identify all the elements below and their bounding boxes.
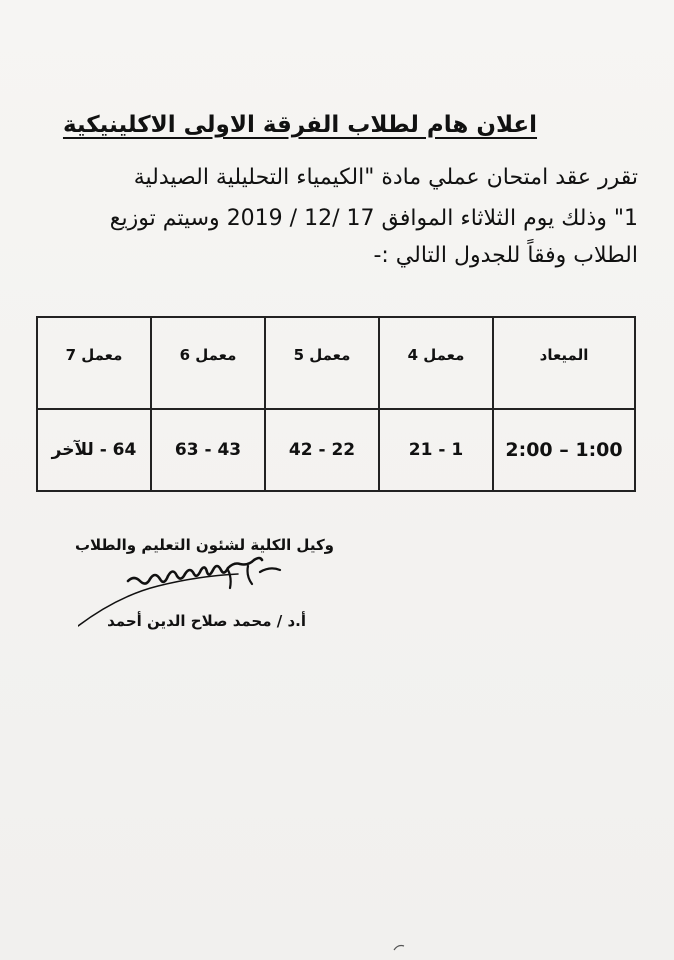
header-cell-time: الميعاد	[493, 317, 635, 409]
paragraph-line-1: تقرر عقد امتحان عملي مادة "الكيمياء التحليلية الصيدلية	[133, 165, 638, 190]
cell-lab-6-range: 63 - 43	[151, 409, 265, 491]
cell-lab-4-range: 21 - 1	[379, 409, 493, 491]
cell-lab-7-range: 64 - للآخر	[37, 409, 151, 491]
signer-name: أ.د / محمد صلاح الدين أحمد	[107, 612, 306, 630]
table-header-row	[37, 317, 635, 409]
table-row	[37, 409, 635, 491]
header-cell-lab-5: معمل 5	[265, 317, 379, 409]
stray-ink-mark	[392, 942, 406, 952]
paragraph-line-2: 1" وذلك يوم الثلاثاء الموافق 17 /12 / 2019 وسيتم توزيع	[109, 206, 638, 231]
schedule-table	[36, 316, 636, 492]
paragraph-line-3: الطلاب وفقاً للجدول التالي :-	[373, 243, 638, 268]
header-cell-lab-7: معمل 7	[37, 317, 151, 409]
signer-title: وكيل الكلية لشئون التعليم والطلاب	[74, 536, 334, 554]
cell-lab-5-range: 42 - 22	[265, 409, 379, 491]
announcement-title: اعلان هام لطلاب الفرقة الاولى الاكلينيكية	[62, 112, 538, 138]
header-cell-lab-4: معمل 4	[379, 317, 493, 409]
header-cell-lab-6: معمل 6	[151, 317, 265, 409]
cell-time: 2:00 – 1:00	[493, 409, 635, 491]
